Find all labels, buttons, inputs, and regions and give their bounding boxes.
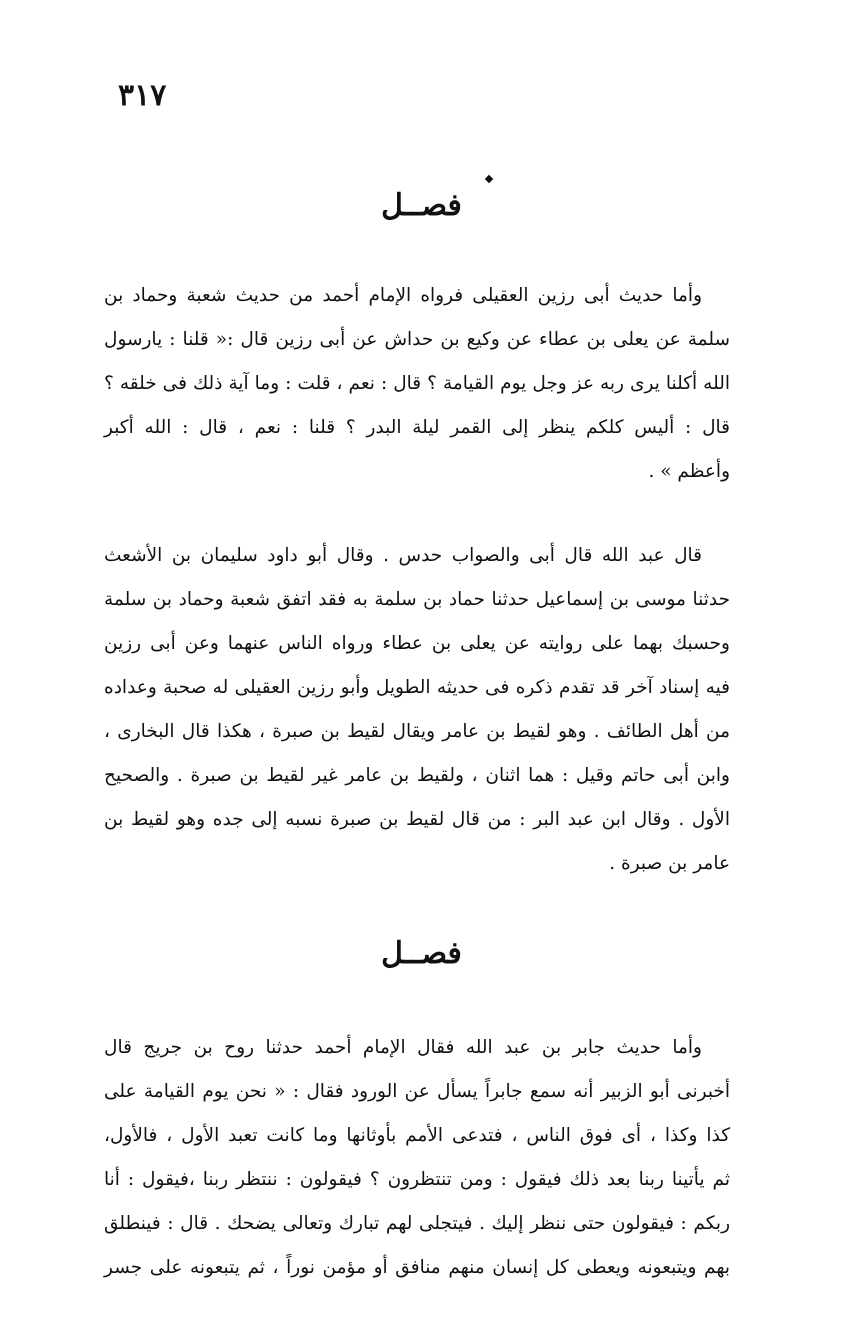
text-line: من أهل الطائف . وهو لقيط بن عامر ويقال لقيط بن صبرة ، هكذا قال البخارى ، xyxy=(104,721,730,742)
text-line: فيه إسناد آخر قد تقدم ذكره فى حديثه الطويل وأبو رزين العقيلى له صحبة وعداده xyxy=(104,677,730,698)
page-number: ٣١٧ xyxy=(118,78,167,113)
section-heading: فصــل xyxy=(381,936,462,971)
text-line: حدثنا موسى بن إسماعيل حدثنا حماد بن سلمة به فقد اتفق شعبة وحماد بن سلمة xyxy=(104,589,730,610)
section-heading: فصــل xyxy=(381,188,462,223)
text-line: أخبرنى أبو الزبير أنه سمع جابراً يسأل عن الورود فقال : « نحن يوم القيامة على xyxy=(104,1081,730,1102)
text-line: وحسبك بهما على روايته عن يعلى بن عطاء ورواه الناس عنهما وعن أبى رزين xyxy=(104,633,730,654)
text-line: عامر بن صبرة . xyxy=(609,853,730,874)
text-line: ربكم : فيقولون حتى ننظر إليك . فيتجلى لهم تبارك وتعالى يضحك . قال : فينطلق xyxy=(104,1213,730,1234)
paragraph xyxy=(104,274,730,494)
text-line: وأما حديث أبى رزين العقيلى فرواه الإمام أحمد من حديث شعبة وحماد بن xyxy=(104,285,702,306)
paragraph xyxy=(104,534,730,886)
text-line: الأول . وقال ابن عبد البر : من قال لقيط بن صبرة نسبه إلى جده وهو لقيط بن xyxy=(104,809,730,830)
text-line: وأعظم » . xyxy=(648,461,730,482)
text-line: قال : أليس كلكم ينظر إلى القمر ليلة البدر ؟ قلنا : نعم ، قال : الله أكبر xyxy=(104,417,730,438)
text-line: ثم يأتينا ربنا بعد ذلك فيقول : ومن تنتظرون ؟ فيقولون : ننتظر ربنا ،فيقول : أنا xyxy=(104,1169,730,1190)
text-line: الله أكلنا يرى ربه عز وجل يوم القيامة ؟ قال : نعم ، قلت : وما آية ذلك فى خلقه ؟ xyxy=(104,373,730,394)
text-line: وابن أبى حاتم وقيل : هما اثنان ، ولقيط بن عامر غير لقيط بن صبرة . والصحيح xyxy=(104,765,730,786)
ink-mark xyxy=(485,175,493,183)
text-line: كذا وكذا ، أى فوق الناس ، فتدعى الأمم بأوثانها وما كانت تعبد الأول ، فالأول، xyxy=(104,1125,730,1146)
paragraph xyxy=(104,1026,730,1290)
text-line: قال عبد الله قال أبى والصواب حدس . وقال أبو داود سليمان بن الأشعث xyxy=(104,545,702,566)
text-line: بهم ويتبعونه ويعطى كل إنسان منهم منافق أو مؤمن نوراً ، ثم يتبعونه على جسر xyxy=(104,1257,730,1278)
text-line: سلمة عن يعلى بن عطاء عن وكيع بن حداش عن أبى رزين قال :« قلنا : يارسول xyxy=(104,329,730,350)
text-line: وأما حديث جابر بن عبد الله فقال الإمام أحمد حدثنا روح بن جريج قال xyxy=(104,1037,702,1058)
